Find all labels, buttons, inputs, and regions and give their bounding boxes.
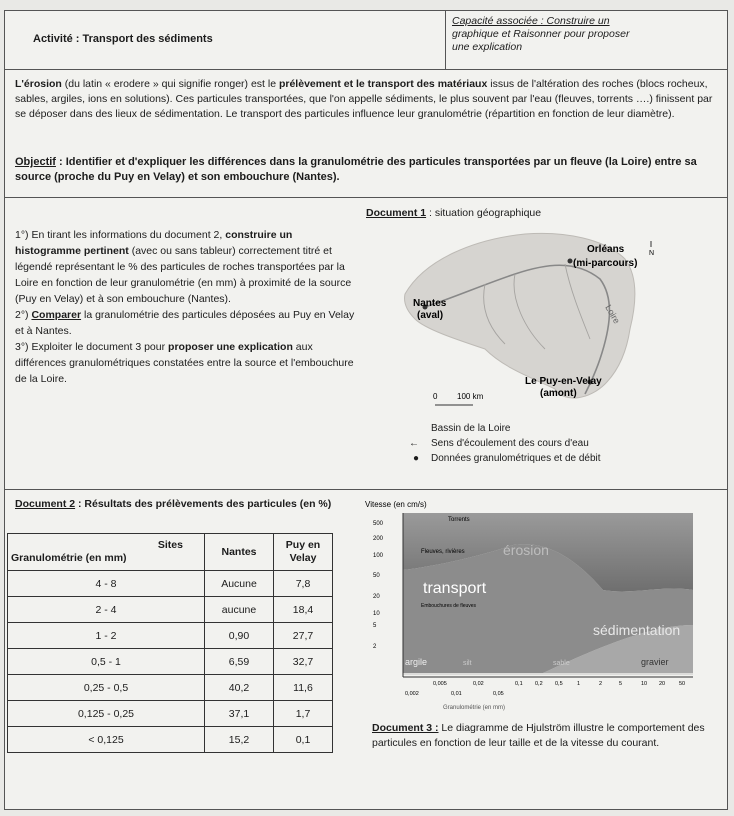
label-sable: sable [553, 660, 570, 667]
objective [15, 155, 715, 185]
x-tick-label: 50 [679, 681, 686, 687]
map-legend [405, 421, 601, 466]
orleans-sub: (mi-parcours) [573, 258, 638, 269]
q2-bold: Comparer [31, 309, 82, 321]
intro-text-1: (du latin « erodere » qui signifie ronger) est le [61, 78, 279, 90]
x-tick-label: 1 [577, 681, 581, 687]
nantes-label: Nantes [413, 298, 447, 309]
legend-flow-text: Sens d'écoulement des cours d'eau [431, 438, 589, 449]
worksheet [4, 10, 728, 810]
cell-puy: 1,7 [274, 701, 333, 727]
capacity-line-1: Capacité associée : Construire un [452, 15, 610, 27]
table-row [8, 597, 333, 623]
x-ticks [405, 681, 685, 697]
doc2-title [15, 497, 355, 512]
q2-intro: 2°) [15, 309, 32, 321]
divider [5, 489, 727, 490]
cell-granulometry: 0,125 - 0,25 [8, 701, 205, 727]
cell-nantes: 37,1 [205, 701, 274, 727]
cell-nantes: 6,59 [205, 649, 274, 675]
label-transport: transport [423, 580, 487, 597]
intro-term: L'érosion [15, 78, 62, 90]
legend-basin: Bassin de la Loire [431, 423, 511, 434]
label-argile: argile [405, 657, 428, 667]
doc2-title-label: Document 2 [15, 498, 76, 510]
cell-granulometry: 4 - 8 [8, 571, 205, 597]
label-sedimentation: sédimentation [593, 622, 681, 638]
header-nantes: Nantes [205, 534, 274, 571]
scale-100: 100 km [457, 392, 484, 401]
cell-granulometry: 2 - 4 [8, 597, 205, 623]
table-row [8, 727, 333, 753]
orleans-label: Orléans [587, 244, 625, 255]
label-embouchures: Embouchures de fleuves [421, 603, 477, 609]
y-axis-title: Vitesse (en cm/s) [365, 500, 427, 509]
question-1 [15, 227, 360, 307]
y-tick-label: 500 [373, 521, 384, 527]
x-tick-label: 2 [599, 681, 603, 687]
cell-nantes: 15,2 [205, 727, 274, 753]
x-tick-label: 0,002 [405, 691, 419, 697]
cell-puy: 32,7 [274, 649, 333, 675]
label-fleuves: Fleuves, rivières [421, 549, 465, 555]
q1-rest: (avec ou sans tableur) correctement titré et légendé représentant le % des particules de roches transportées par la Loire en fonction de leur granulométrie (en mm) à proximité de la source (Puy en Velay) et à son embouchure (Nantes). [15, 245, 352, 305]
y-tick-label: 100 [373, 553, 384, 559]
y-tick-label: 50 [373, 573, 380, 579]
cell-puy: 0,1 [274, 727, 333, 753]
table-row [8, 623, 333, 649]
y-tick-label: 200 [373, 536, 384, 542]
question-2 [15, 307, 360, 339]
question-3 [15, 339, 360, 387]
intro-paragraph [15, 77, 715, 122]
loire-basin-map [365, 219, 665, 419]
header-sites: Sites [157, 539, 183, 551]
arrow-icon: ← [409, 438, 419, 449]
legend-data [405, 451, 601, 466]
cell-granulometry: 0,25 - 0,5 [8, 675, 205, 701]
q1-bold: construire un histogramme pertinent [15, 229, 293, 257]
questions [15, 227, 360, 387]
q3-bold: proposer une explication [168, 341, 293, 353]
doc2-title-rest: : Résultats des prélèvements des particules (en %) [75, 498, 332, 510]
objective-text: : Identifier et d'expliquer les différences dans la granulométrie des particules transportées par un fleuve (la Loire) entre sa source (proche du Puy en Velay) et son embouchure (Nantes). [15, 156, 697, 183]
y-tick-label: 10 [373, 611, 380, 617]
objective-label: Objectif [15, 156, 56, 168]
dot-icon: ● [413, 453, 420, 464]
activity-title: Activité : Transport des sédiments [33, 33, 213, 45]
doc1-title [366, 207, 541, 219]
capacity-line-3: une explication [452, 41, 523, 53]
label-gravier: gravier [641, 657, 669, 667]
q1-intro: 1°) En tirant les informations du document 2, [15, 229, 226, 241]
label-silt: silt [463, 660, 472, 667]
x-tick-label: 10 [641, 681, 648, 687]
q2-rest: la granulométrie des particules déposées au Puy en Velay et à Nantes. [15, 309, 355, 337]
x-tick-label: 5 [619, 681, 623, 687]
table-row [8, 571, 333, 597]
label-torrents: Torrents [448, 517, 470, 523]
cell-puy: 27,7 [274, 623, 333, 649]
doc3-caption [372, 721, 722, 751]
intro-text-2: issus de l'altération des roches (blocs rocheux, sables, argiles, ions en solutions). Ces particules transportées, que l'on appelle sédiments, le plus souvent par l'eau (fleuves, torrents ….) finissent par se déposer dans des lieux de sédimentation. Le transport des particules influence leur granulométrie (répartition en fonction de leur diamètre). [15, 78, 713, 120]
intro-bold: prélèvement et le transport des matériaux [278, 78, 488, 90]
cell-granulometry: 1 - 2 [8, 623, 205, 649]
table-row [8, 675, 333, 701]
header-gran: Granulométrie (en mm) [11, 552, 127, 564]
table-header-row [8, 534, 333, 571]
legend-flow [405, 436, 601, 451]
y-ticks [373, 521, 384, 650]
x-tick-label: 0,02 [473, 681, 484, 687]
hjulstrom-diagram [363, 495, 693, 717]
cell-nantes: Aucune [205, 571, 274, 597]
y-tick-label: 2 [373, 644, 377, 650]
header-puy: Puy en Velay [274, 534, 333, 571]
cell-nantes: aucune [205, 597, 274, 623]
north-icon: N [649, 250, 655, 257]
q3-rest: aux différences granulométriques constatées entre la source et l'embouchure de la Loire. [15, 341, 354, 385]
cell-granulometry: < 0,125 [8, 727, 205, 753]
doc3-title-rest: Le diagramme de Hjulström illustre le comportement des particules en fonction de leur taille et de la vitesse du courant. [372, 722, 705, 749]
cell-puy: 7,8 [274, 571, 333, 597]
y-tick-label: 20 [373, 594, 380, 600]
capacity-line-2: graphique et Raisonner pour proposer [452, 28, 630, 40]
orleans-point [568, 259, 573, 264]
scale-zero: 0 [433, 392, 438, 401]
loire-label: Loire [603, 303, 622, 326]
cell-puy: 11,6 [274, 675, 333, 701]
doc3-title-label: Document 3 : [372, 722, 439, 734]
x-tick-label: 0,05 [493, 691, 504, 697]
header [5, 11, 727, 70]
nantes-sub: (aval) [417, 310, 444, 321]
legend-data-text: Données granulométriques et de débit [431, 453, 601, 464]
x-tick-label: 0,01 [451, 691, 462, 697]
doc1-title-label: Document 1 [366, 207, 427, 219]
x-axis-title: Granulométrie (en mm) [443, 705, 506, 711]
cell-granulometry: 0,5 - 1 [8, 649, 205, 675]
puy-label: Le Puy-en-Velay [525, 376, 602, 387]
table-row [8, 701, 333, 727]
cell-nantes: 40,2 [205, 675, 274, 701]
label-erosion: érosion [503, 542, 549, 558]
table-row [8, 649, 333, 675]
x-tick-label: 0,5 [555, 681, 563, 687]
divider [5, 197, 727, 198]
x-tick-label: 0,1 [515, 681, 523, 687]
granulometry-table [7, 533, 333, 753]
q3-intro: 3°) Exploiter le document 3 pour [15, 341, 169, 353]
header-sites-gran [8, 534, 205, 571]
cell-nantes: 0,90 [205, 623, 274, 649]
y-tick-label: 5 [373, 623, 377, 629]
puy-sub: (amont) [540, 388, 577, 399]
doc1-title-rest: : situation géographique [426, 207, 542, 219]
x-tick-label: 20 [659, 681, 666, 687]
capacity-box [445, 11, 727, 69]
cell-puy: 18,4 [274, 597, 333, 623]
x-tick-label: 0,005 [433, 681, 447, 687]
x-tick-label: 0,2 [535, 681, 543, 687]
